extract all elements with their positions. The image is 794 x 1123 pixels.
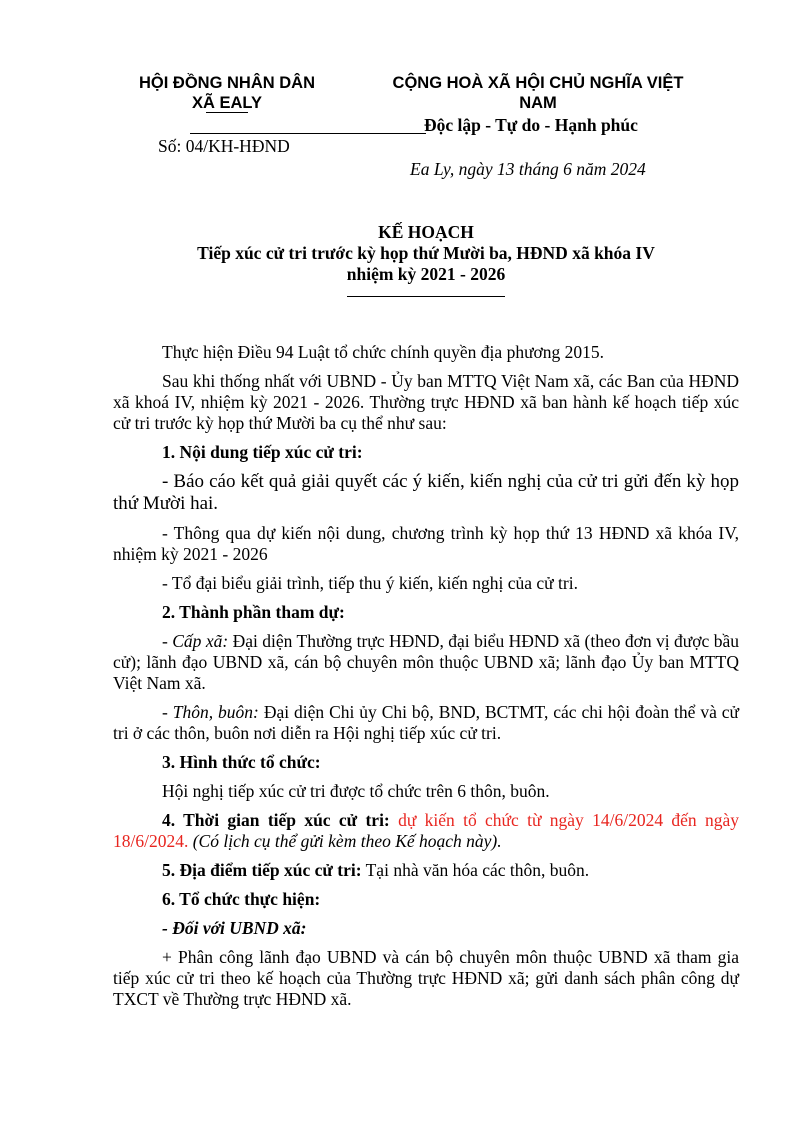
section-2-item-2 — [113, 702, 739, 744]
section-1-item-1: - Báo cáo kết quả giải quyết các ý kiến, kiến nghị của cử tri gửi đến kỳ họp thứ Mười hai. — [113, 471, 739, 514]
issuing-organization — [118, 73, 336, 113]
item-text: Đại diện Thường trực HĐND, đại biểu HĐND xã (theo đơn vị được bầu cử); lãnh đạo UBND xã, cán bộ chuyên môn thuộc UBND xã; lãnh đạo Ủy ban MTTQ Việt Nam xã. — [113, 631, 739, 693]
header-divider — [190, 133, 426, 134]
section-1-item-2: - Thông qua dự kiến nội dung, chương trình kỳ họp thứ 13 HĐND xã khóa IV, nhiệm kỳ 2021 - 2026 — [113, 523, 739, 564]
title-underline — [347, 296, 505, 297]
section-5-text: Tại nhà văn hóa các thôn, buôn. — [361, 860, 590, 880]
section-2-item-1 — [113, 631, 739, 694]
paragraph-legal-basis: Thực hiện Điều 94 Luật tổ chức chính quyền địa phương 2015. — [162, 342, 605, 362]
section-3-heading: 3. Hình thức tổ chức: — [162, 752, 321, 772]
section-4-schedule: dự kiến tổ chức từ ngày 14/6/2024 đến ngày 18/6/2024. — [113, 810, 739, 851]
section-6-item-1: + Phân công lãnh đạo UBND và cán bộ chuyên môn thuộc UBND xã tham gia tiếp xúc cử tri theo kế hoạch của Thường trực HĐND xã; gửi danh sách phân công dự TXCT về Thường trực HĐND xã. — [113, 947, 739, 1009]
org-line-2: XÃ EALY — [192, 94, 262, 112]
section-4 — [113, 810, 739, 852]
section-4-note: (Có lịch cụ thể gửi kèm theo Kế hoạch này). — [188, 831, 502, 851]
section-3-text: Hội nghị tiếp xúc cử tri được tổ chức trên 6 thôn, buôn. — [162, 781, 550, 801]
title-sub-2: nhiệm kỳ 2021 - 2026 — [346, 264, 506, 284]
national-motto: Độc lập - Tự do - Hạnh phúc — [424, 115, 638, 135]
section-6-subheading: - Đối với UBND xã: — [162, 918, 307, 938]
item-label: Thôn, buôn: — [172, 702, 259, 722]
item-prefix: - — [162, 631, 173, 651]
section-1-item-3: - Tổ đại biểu giải trình, tiếp thu ý kiến, kiến nghị của cử tri. — [162, 573, 578, 593]
section-5-heading: 5. Địa điểm tiếp xúc cử tri: — [162, 860, 362, 880]
place-and-date: Ea Ly, ngày 13 tháng 6 năm 2024 — [410, 159, 646, 179]
section-2-heading: 2. Thành phần tham dự: — [162, 602, 345, 622]
item-prefix: - — [162, 702, 173, 722]
section-4-heading: 4. Thời gian tiếp xúc cử tri: — [162, 810, 390, 830]
national-title — [360, 73, 716, 113]
section-6-heading: 6. Tổ chức thực hiện: — [162, 889, 321, 909]
org-underline — [206, 112, 248, 113]
title-sub-1: Tiếp xúc cử tri trước kỳ họp thứ Mười ba, HĐND xã khóa IV — [197, 243, 655, 263]
item-label: Cấp xã: — [172, 631, 229, 651]
document-title — [100, 222, 752, 285]
title-main: KẾ HOẠCH — [378, 222, 474, 242]
item-text: Đại diện Chi ủy Chi bộ, BND, BCTMT, các chi hội đoàn thể và cử tri ở các thôn, buôn nơi diễn ra Hội nghị tiếp xúc cử tri. — [113, 702, 740, 743]
nation-line-1: CỘNG HOÀ XÃ HỘI CHỦ NGHĨA VIỆT — [392, 74, 684, 92]
paragraph-intro: Sau khi thống nhất với UBND - Ủy ban MTTQ Việt Nam xã, các Ban của HĐND xã khoá IV, nhiệm kỳ 2021 - 2026. Thường trực HĐND xã ban hành kế hoạch tiếp xúc cử tri trước kỳ họp thứ Mười ba cụ thể như sau: — [113, 371, 739, 433]
section-5 — [113, 860, 739, 881]
section-1-heading: 1. Nội dung tiếp xúc cử tri: — [162, 442, 363, 462]
document-body — [113, 342, 739, 1018]
org-line-1: HỘI ĐỒNG NHÂN DÂN — [139, 74, 315, 92]
nation-line-2: NAM — [519, 94, 557, 112]
document-number: Số: 04/KH-HĐND — [158, 136, 290, 156]
